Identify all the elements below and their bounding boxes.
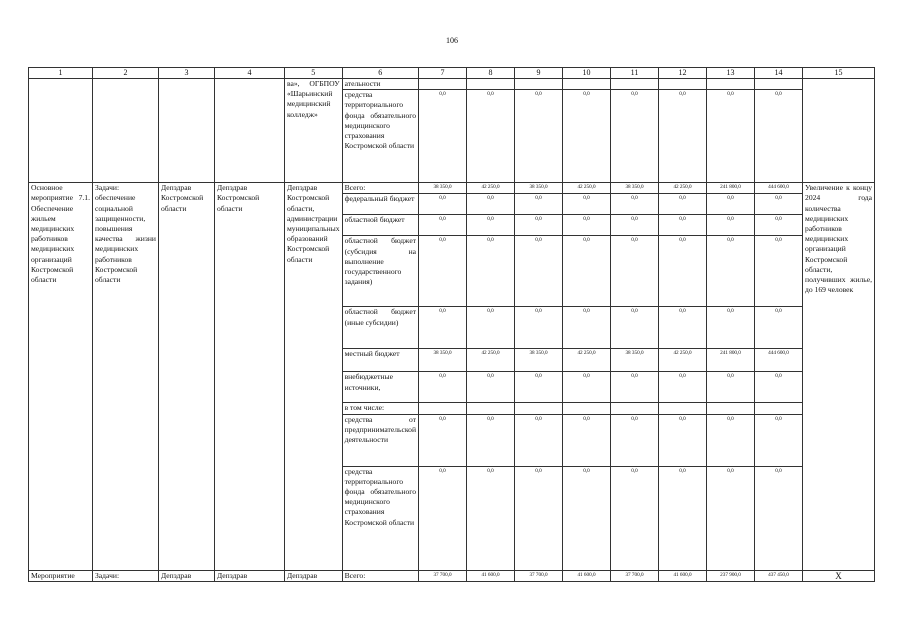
coordinator-cell: Депздрав: [215, 570, 285, 581]
tasks-cell: Задачи: обеспечение социальной защищенности, повышения качества жизни медицинских работников Костромской области: [93, 183, 159, 570]
amount-cell: 38 350,0: [419, 349, 467, 372]
amount-cell: 0,0: [707, 194, 755, 215]
column-header: 2: [93, 68, 159, 79]
amount-cell: 241 800,0: [707, 349, 755, 372]
amount-cell: 41 600,0: [563, 570, 611, 581]
funding-source-cell: федеральный бюджет: [342, 194, 418, 215]
amount-cell: 37 700,0: [419, 570, 467, 581]
amount-cell: 0,0: [467, 466, 515, 570]
amount-cell: [611, 79, 659, 90]
amount-cell: 0,0: [563, 215, 611, 236]
amount-cell: [419, 403, 467, 414]
customer-cell: Депздрав: [159, 570, 215, 581]
coordinator-cell: Депздрав Костромской области: [215, 183, 285, 570]
amount-cell: 37 700,0: [611, 570, 659, 581]
amount-cell: 0,0: [611, 414, 659, 466]
column-header: 9: [515, 68, 563, 79]
executor-cell: Депздрав Костромской области, администрации муниципальных образований Костромской области: [285, 183, 343, 570]
amount-cell: [563, 403, 611, 414]
event-name-cell: Мероприятие: [29, 570, 93, 581]
funding-source-cell: внебюджетные источники,: [342, 372, 418, 403]
amount-cell: [515, 79, 563, 90]
amount-cell: 41 600,0: [467, 570, 515, 581]
column-header: 6: [342, 68, 418, 79]
funding-source-cell: областной бюджет (иные субсидии): [342, 307, 418, 349]
funding-source-cell: областной бюджет (субсидия на выполнение государственного задания): [342, 236, 418, 307]
amount-cell: 0,0: [611, 90, 659, 183]
amount-cell: [467, 403, 515, 414]
amount-cell: 42 250,0: [467, 183, 515, 194]
amount-cell: [563, 79, 611, 90]
amount-cell: 0,0: [515, 307, 563, 349]
amount-cell: 0,0: [515, 414, 563, 466]
amount-cell: 0,0: [467, 215, 515, 236]
column-header: 14: [755, 68, 803, 79]
amount-cell: 0,0: [755, 307, 803, 349]
column-header: 3: [159, 68, 215, 79]
amount-cell: 0,0: [467, 236, 515, 307]
amount-cell: [659, 403, 707, 414]
amount-cell: 0,0: [467, 307, 515, 349]
column-header: 13: [707, 68, 755, 79]
amount-cell: 0,0: [419, 466, 467, 570]
amount-cell: 42 250,0: [563, 349, 611, 372]
amount-cell: 0,0: [707, 414, 755, 466]
amount-cell: 0,0: [419, 90, 467, 183]
amount-cell: 237 900,0: [707, 570, 755, 581]
amount-cell: 0,0: [707, 372, 755, 403]
header-row: [29, 68, 875, 79]
amount-cell: 0,0: [755, 194, 803, 215]
funding-source-cell: ательности: [342, 79, 418, 90]
amount-cell: [755, 79, 803, 90]
column-header: 10: [563, 68, 611, 79]
amount-cell: 0,0: [515, 215, 563, 236]
amount-cell: 38 350,0: [611, 183, 659, 194]
column-header: 7: [419, 68, 467, 79]
amount-cell: 0,0: [515, 236, 563, 307]
column-header: 11: [611, 68, 659, 79]
amount-cell: 0,0: [659, 90, 707, 183]
executor-cell: ва», ОГБПОУ «Шарьинский медицинский колледж»: [285, 79, 343, 183]
amount-cell: 0,0: [707, 215, 755, 236]
amount-cell: 0,0: [707, 236, 755, 307]
funding-source-cell: Всего:: [342, 183, 418, 194]
amount-cell: 38 350,0: [515, 349, 563, 372]
amount-cell: [707, 403, 755, 414]
amount-cell: 0,0: [419, 236, 467, 307]
funding-source-cell: областной бюджет: [342, 215, 418, 236]
column-header: 15: [803, 68, 875, 79]
amount-cell: 0,0: [659, 372, 707, 403]
amount-cell: 0,0: [467, 372, 515, 403]
amount-cell: [419, 79, 467, 90]
customer-cell: Депздрав Костромской области: [159, 183, 215, 570]
amount-cell: 0,0: [563, 307, 611, 349]
column-header: 4: [215, 68, 285, 79]
table-row: [29, 570, 875, 581]
amount-cell: 38 350,0: [419, 183, 467, 194]
amount-cell: 0,0: [755, 466, 803, 570]
amount-cell: 241 800,0: [707, 183, 755, 194]
empty-cell: [29, 79, 93, 183]
amount-cell: 0,0: [707, 307, 755, 349]
result-cell: [803, 79, 875, 183]
amount-cell: 42 250,0: [563, 183, 611, 194]
amount-cell: 0,0: [419, 414, 467, 466]
amount-cell: 0,0: [707, 90, 755, 183]
result-cell: X: [803, 570, 875, 581]
tasks-cell: Задачи:: [93, 570, 159, 581]
amount-cell: 0,0: [515, 372, 563, 403]
amount-cell: 0,0: [659, 466, 707, 570]
amount-cell: [659, 79, 707, 90]
amount-cell: 0,0: [563, 414, 611, 466]
amount-cell: 0,0: [755, 90, 803, 183]
amount-cell: 0,0: [659, 215, 707, 236]
amount-cell: 0,0: [563, 194, 611, 215]
amount-cell: 38 350,0: [515, 183, 563, 194]
executor-cell: Депздрав: [285, 570, 343, 581]
amount-cell: 0,0: [611, 236, 659, 307]
column-header: 8: [467, 68, 515, 79]
amount-cell: [611, 403, 659, 414]
amount-cell: 0,0: [563, 466, 611, 570]
amount-cell: 0,0: [515, 194, 563, 215]
amount-cell: [707, 79, 755, 90]
amount-cell: [515, 403, 563, 414]
amount-cell: 0,0: [515, 90, 563, 183]
amount-cell: 0,0: [755, 414, 803, 466]
amount-cell: 0,0: [755, 372, 803, 403]
amount-cell: 0,0: [419, 194, 467, 215]
amount-cell: 0,0: [419, 307, 467, 349]
column-header: 1: [29, 68, 93, 79]
amount-cell: 0,0: [419, 372, 467, 403]
financing-table: [28, 67, 875, 582]
funding-source-cell: средства территориального фонда обязательного медицинского страхования Костромской области: [342, 90, 418, 183]
amount-cell: 0,0: [707, 466, 755, 570]
amount-cell: 0,0: [419, 215, 467, 236]
amount-cell: 0,0: [659, 236, 707, 307]
page-number: 106: [446, 36, 458, 45]
empty-cell: [215, 79, 285, 183]
amount-cell: 0,0: [563, 90, 611, 183]
amount-cell: 437 450,0: [755, 570, 803, 581]
amount-cell: 444 600,0: [755, 349, 803, 372]
empty-cell: [93, 79, 159, 183]
amount-cell: 0,0: [467, 194, 515, 215]
amount-cell: 42 250,0: [659, 349, 707, 372]
amount-cell: 0,0: [611, 194, 659, 215]
funding-source-cell: средства территориального фонда обязательного медицинского страхования Костромской области: [342, 466, 418, 570]
amount-cell: 42 250,0: [467, 349, 515, 372]
amount-cell: [755, 403, 803, 414]
column-header: 5: [285, 68, 343, 79]
amount-cell: 0,0: [611, 466, 659, 570]
amount-cell: [467, 79, 515, 90]
amount-cell: 42 250,0: [659, 183, 707, 194]
funding-source-cell: местный бюджет: [342, 349, 418, 372]
amount-cell: 0,0: [563, 372, 611, 403]
amount-cell: 0,0: [611, 372, 659, 403]
amount-cell: 0,0: [755, 215, 803, 236]
result-cell: Увеличение к концу 2024 года количества медицинских работников медицинских организаций Костромской области, получивших жилье, до 169 человек: [803, 183, 875, 570]
event-name-cell: Основное мероприятие 7.1. Обеспечение жильем медицинских работников медицинских организаций Костромской области: [29, 183, 93, 570]
amount-cell: 37 700,0: [515, 570, 563, 581]
amount-cell: 0,0: [611, 215, 659, 236]
funding-source-cell: средства от предпринимательской деятельности: [342, 414, 418, 466]
funding-source-cell: в том числе:: [342, 403, 418, 414]
amount-cell: 0,0: [611, 307, 659, 349]
amount-cell: 0,0: [467, 414, 515, 466]
table-row: [29, 79, 875, 90]
empty-cell: [159, 79, 215, 183]
amount-cell: 0,0: [755, 236, 803, 307]
amount-cell: 0,0: [467, 90, 515, 183]
amount-cell: 0,0: [659, 307, 707, 349]
amount-cell: 0,0: [515, 466, 563, 570]
amount-cell: 0,0: [659, 414, 707, 466]
amount-cell: 0,0: [659, 194, 707, 215]
amount-cell: 41 600,0: [659, 570, 707, 581]
column-header: 12: [659, 68, 707, 79]
table-row: [29, 183, 875, 194]
amount-cell: 0,0: [563, 236, 611, 307]
funding-source-cell: Всего:: [342, 570, 418, 581]
amount-cell: 38 350,0: [611, 349, 659, 372]
amount-cell: 444 600,0: [755, 183, 803, 194]
